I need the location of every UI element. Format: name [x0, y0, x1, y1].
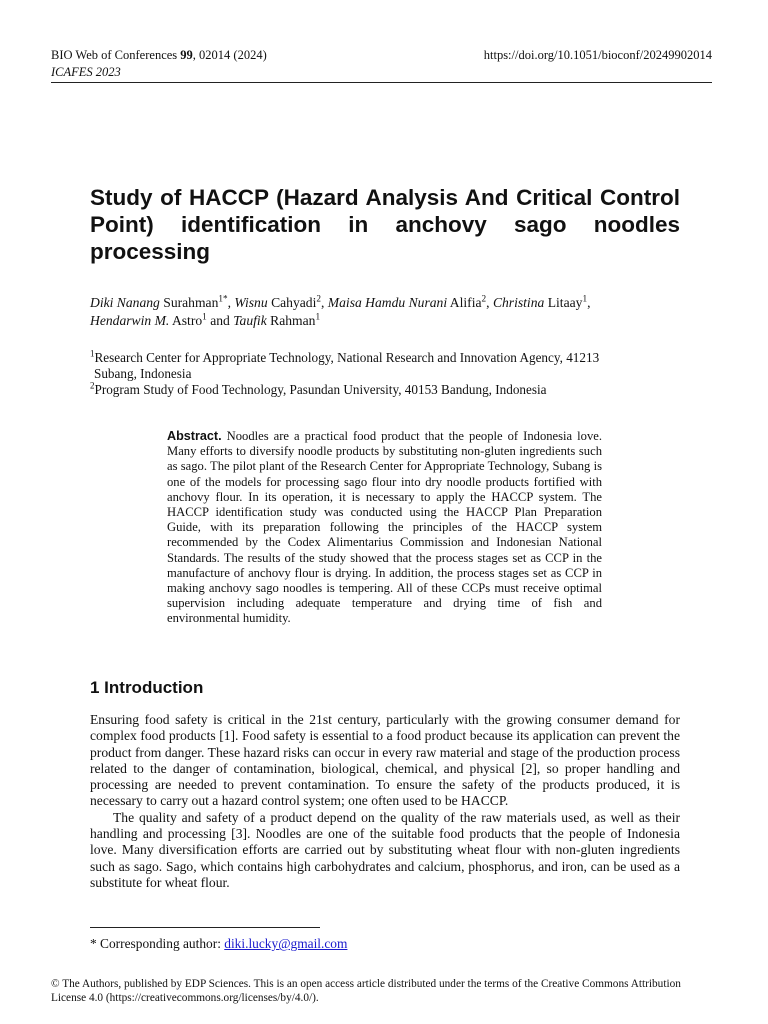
license-notice: © The Authors, published by EDP Sciences. This is an open access article distributed under the terms of the Creative Commons Attribution License 4.0 (https://creativecommons.org/licenses/by/4.0/).	[51, 978, 681, 1004]
abstract	[167, 429, 602, 627]
section-heading: 1 Introduction	[90, 678, 204, 697]
author-email-link[interactable]: diki.lucky@gmail.com	[224, 936, 348, 951]
abstract-label: Abstract.	[167, 429, 222, 443]
body-text	[90, 712, 680, 891]
paper-title: Study of HACCP (Hazard Analysis And Critical Control Point) identification in anchovy sago noodles processing	[90, 185, 680, 264]
footnote-divider	[90, 927, 320, 928]
journal-citation: BIO Web of Conferences 99, 02014 (2024)	[51, 48, 267, 62]
affiliations	[90, 350, 680, 398]
paragraph: Ensuring food safety is critical in the 21st century, particularly with the growing consumer demand for complex food products [1]. Food safety is essential to a food product because its application can prevent the product from danger. These hazard risks can occur in every raw material and stage of the production process related to the danger of contamination, biological, chemical, and physical [2], so proper handling and processing are needed to prevent contamination. To ensure the safety of the products produced, it is necessary to carry out a hazard control system; one often used to be HACCP.	[90, 712, 680, 809]
affiliation-2: $^2$Program Study of Food Technology, Pasundan University, 40153 Bandung, Indonesia	[90, 380, 547, 397]
footnote-label: * Corresponding author:	[90, 936, 225, 951]
author-list: Diki Nanang Surahman$^{1*}$, Wisnu Cahyadi$^2$, Maisa Hamdu Nurani Alifia$^2$, Christina Litaay$^1$, Hendarwin M. Astro$^1$ and Taufik Rahman$^1$	[90, 293, 591, 328]
header-divider	[51, 82, 712, 83]
conference-name: ICAFES 2023	[51, 65, 121, 79]
paragraph: The quality and safety of a product depend on the quality of the raw materials used, as well as their handling and processing [3]. Noodles are one of the suitable food products that the people of Indonesia love. Many diversification efforts are carried out by substituting wheat flour with non-gluten ingredients such as sago. Sago, which contains high carbohydrates and calcium, phosphorus, and iron, can be used as a substitute for wheat flour.	[90, 809, 680, 890]
running-header-left	[51, 47, 267, 81]
affiliation-1: $^1$Research Center for Appropriate Technology, National Research and Innovation Agency, 41213	[90, 348, 600, 365]
abstract-text: Noodles are a practical food product that the people of Indonesia love. Many efforts to diversify noodle products by substituting non-gluten ingredients such as sago. The pilot plant of the Research Center for Appropriate Technology, Subang is one of the models for processing sago flour into dry noodle products fortified with anchovy flour. In its operation, it is necessary to apply the HACCP system. The HACCP identification study was conducted using the HACCP Plan Preparation Guide, with its preparation following the principles of the HACCP system recommended by the Codex Alimentarius Commission and Indonesian National Standards. The results of the study showed that the process stages set as CCP in the manufacture of anchovy flour is drying. In addition, the process stages set as CCP in making anchovy sago noodles is tempering. All of these CCPs must receive optimal supervision including adequate temperature and drying time of fish and environmental humidity.	[167, 429, 602, 626]
doi-link[interactable]: https://doi.org/10.1051/bioconf/20249902014	[483, 48, 712, 62]
footnote	[90, 935, 347, 952]
affiliation-1-continued: Subang, Indonesia	[94, 366, 192, 381]
